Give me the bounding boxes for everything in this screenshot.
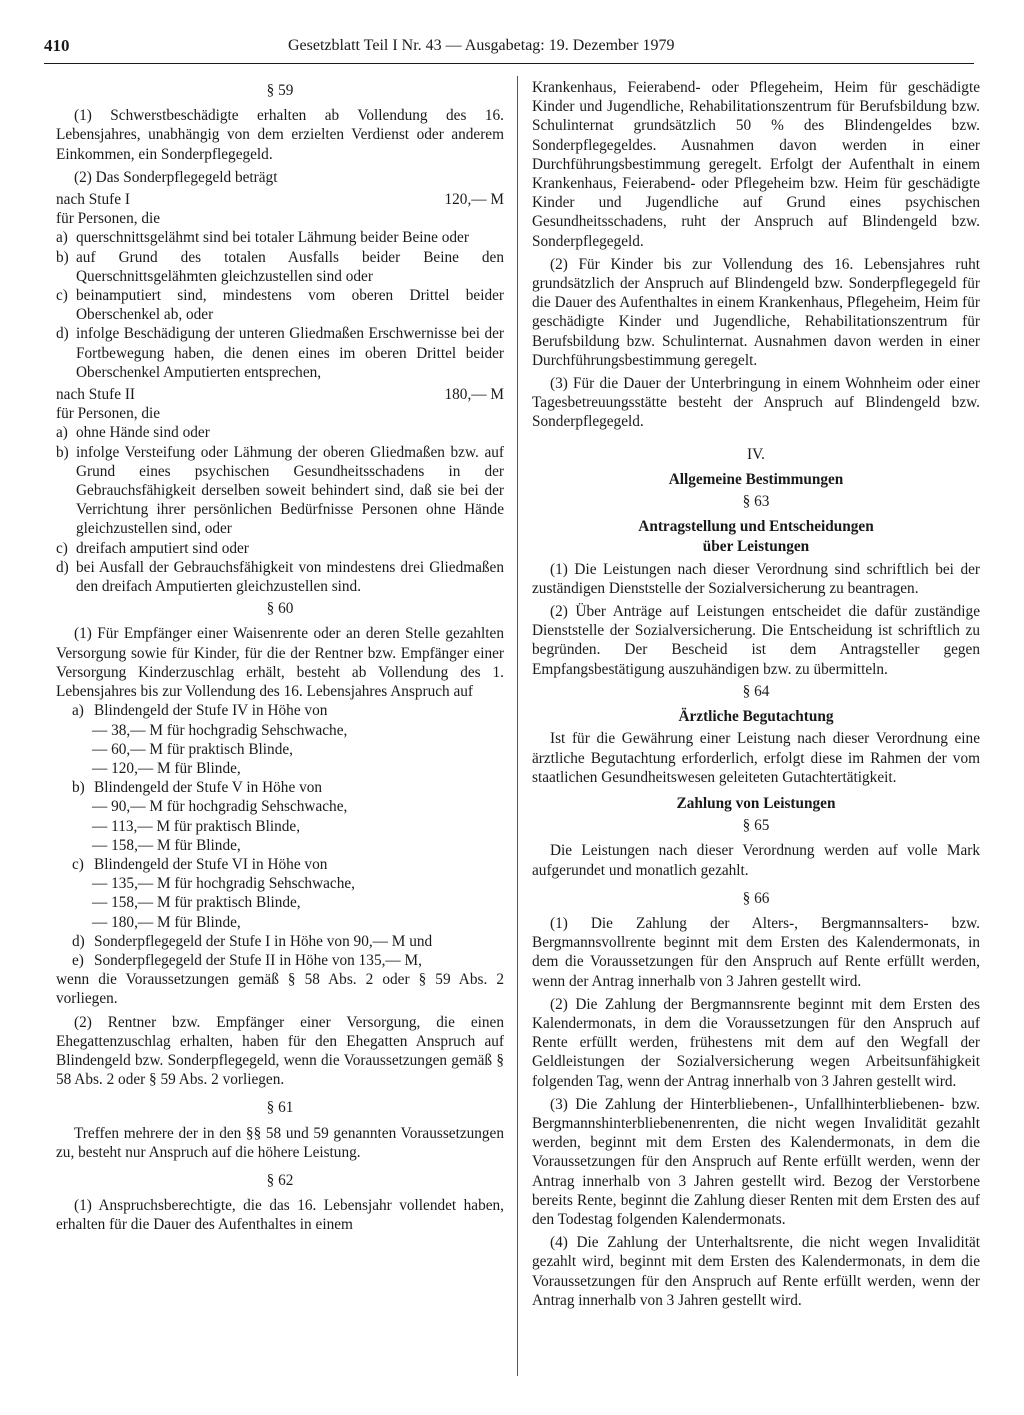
s66-paragraph-3: (3) Die Zahlung der Hinterbliebenen-, Unfallhinterbliebenen- bzw. Bergmannshinterbliebenenrenten, die nicht wegen Invalidität gezahlt werden, beginnt mit dem Ersten des Kalendermonats, in dem die Voraussetzungen für den Anspruch auf Rente erfüllt werden, wenn der Antrag innerhalb von 3 Jahren gestellt wird. Bezog der Verstorbene bereits Rente, beginnt die Zahlung dieser Renten mit dem Ersten des auf den Todestag folgenden Kalendermonats. xyxy=(532,1095,980,1228)
page-number: 410 xyxy=(44,36,70,55)
item-letter: c) xyxy=(56,539,68,557)
item-letter: d) xyxy=(72,932,85,950)
s62-paragraph-3: (3) Für die Dauer der Unterbringung in einem Wohnheim oder einer Tagesbetreuungsstätte besteht der Anspruch auf Blindengeld bzw. Sonderpflegegeld. xyxy=(532,375,980,431)
dash-line: — 158,— M für praktisch Blinde, xyxy=(92,894,301,912)
stufe-2-line xyxy=(56,385,504,404)
s63-paragraph-2: (2) Über Anträge auf Leistungen entscheidet die dafür zuständige Dienststelle der Sozialversicherung. Die Entscheidung ist schriftlich zu begründen. Der Bescheid ist dem Antragsteller gegen Empfangsbestätigung auszuhändigen bzw. zu übermitteln. xyxy=(532,603,980,678)
page-header xyxy=(0,36,1024,60)
item-text: auf Grund des totalen Ausfalls beider Beine den Querschnittsgelähmten gleichzustellen sind oder xyxy=(76,248,504,285)
item-letter: b) xyxy=(72,779,85,797)
stufe-2-label: nach Stufe II xyxy=(56,386,136,404)
item-letter: c) xyxy=(56,287,68,305)
item-text: Blindengeld der Stufe V in Höhe von xyxy=(94,779,323,797)
s64-paragraph-1: Ist für die Gewährung einer Leistung nach dieser Verordnung eine ärztliche Begutachtung erforderlich, erfolgt diese im Rahmen der vom staatlichen Gesundheitswesen geleiteten Gutachtertätigkeit. xyxy=(532,730,980,786)
right-column xyxy=(532,78,980,1310)
s66-paragraph-1: (1) Die Zahlung der Alters-, Bergmannsalters- bzw. Bergmannsvollrente beginnt mit dem Ersten des Kalendermonats, in dem die Voraussetzungen für den Anspruch auf Rente erfüllt werden, wenn der Antrag innerhalb von 3 Jahren gestellt wird. xyxy=(532,914,980,990)
item-letter: c) xyxy=(72,855,84,873)
stufe-1-amount: 120,— M xyxy=(444,191,504,209)
item-letter: a) xyxy=(72,702,84,720)
section-61-heading: § 61 xyxy=(266,1099,294,1117)
section-60-heading: § 60 xyxy=(266,600,294,618)
dash-line: — 38,— M für hochgradig Sehschwache, xyxy=(92,721,348,739)
list-item xyxy=(56,248,504,286)
dash-line: — 90,— M für hochgradig Sehschwache, xyxy=(92,798,348,816)
dash-line: — 113,— M für praktisch Blinde, xyxy=(92,817,301,835)
item-text: Blindengeld der Stufe IV in Höhe von xyxy=(94,702,328,720)
persons-1-label: für Personen, die xyxy=(56,210,161,228)
section-59-heading: § 59 xyxy=(266,82,294,99)
list-item xyxy=(56,286,504,324)
dash-line: — 180,— M für Blinde, xyxy=(92,913,241,931)
item-text: beinamputiert sind, mindestens vom oberen Drittel beider Oberschenkel ab, oder xyxy=(76,287,504,324)
list-item xyxy=(56,228,504,247)
header-rule xyxy=(44,63,974,64)
persons-2-label: für Personen, die xyxy=(56,405,161,423)
item-letter: b) xyxy=(56,248,69,266)
section-65-heading: § 65 xyxy=(742,817,770,835)
s62-continuation: Krankenhaus, Feierabend- oder Pflegeheim, Heim für geschädigte Kinder und Jugendliche, Rehabilitationszentrum für Berufsbildung bzw. Schulinternat grundsätzlich 50 % des Blindengeldes bzw. Sonderpflegegeldes. Ausnahmen davon werden in einer Durchführungsbestimmung geregelt. Erfolgt der Aufenthalt in einem Krankenhaus, Feierabend- oder Pflegeheim bzw. Heim für geschädigte Kinder und Jugendliche auf Grund eines psychischen Gesundheitsschadens, ruht der Anspruch auf Blindengeld bzw. Sonderpflegegeld. xyxy=(532,79,980,250)
list-item xyxy=(56,443,504,539)
stufe-2-amount: 180,— M xyxy=(444,386,504,404)
stufe-2-list xyxy=(56,423,504,596)
s66-paragraph-4: (4) Die Zahlung der Unterhaltsrente, die nicht wegen Invalidität gezahlt wird, beginnt mit dem Ersten des Kalendermonats, in dem die Voraussetzungen für den Anspruch auf Rente erfüllt werden, wenn der Antrag innerhalb von 3 Jahren gestellt wird. xyxy=(532,1234,980,1309)
s65-paragraph-1: Die Leistungen nach dieser Verordnung werden auf volle Mark aufgerundet und monatlich gezahlt. xyxy=(532,842,980,879)
item-text: bei Ausfall der Gebrauchsfähigkeit von mindestens drei Gliedmaßen den dreifach Amputierten gleichzustellen sind. xyxy=(76,558,504,596)
s64-title: Ärztliche Begutachtung xyxy=(678,708,834,726)
s59-paragraph-2: (2) Das Sonderpflegegeld beträgt xyxy=(74,168,278,186)
list-item xyxy=(56,539,504,558)
section-63-heading: § 63 xyxy=(742,493,770,511)
item-text: infolge Beschädigung der unteren Gliedmaßen Erschwernisse bei der Fortbewegung haben, die denen eines im oberen Drittel beider Oberschenkel Amputierten entsprechen, xyxy=(76,325,504,381)
s60-paragraph-1: (1) Für Empfänger einer Waisenrente oder an deren Stelle gezahlten Versorgung sowie für Kinder, für die der Rentner bzw. Empfänger einer Versorgung Kinderzuschlag erhält, besteht ab Vollendung des 1. Lebensjahres bis zur Vollendung des 16. Lebensjahres Anspruch auf xyxy=(56,625,504,701)
s61-paragraph-1: Treffen mehrere der in den §§ 58 und 59 genannten Voraussetzungen zu, besteht nur Anspruch auf die höhere Leistung. xyxy=(56,1124,504,1161)
section-62-heading: § 62 xyxy=(266,1171,294,1189)
dash-line: — 135,— M für hochgradig Sehschwache, xyxy=(92,875,355,893)
part-number: IV. xyxy=(747,445,765,463)
item-text: querschnittsgelähmt sind bei totaler Lähmung beider Beine oder xyxy=(76,229,469,247)
s66-paragraph-2: (2) Die Zahlung der Bergmannsrente beginnt mit dem Ersten des Kalendermonats, in dem die Voraussetzungen für den Anspruch auf Rente erfüllt werden, frühestens mit dem auf den Wegfall der Geldleistungen der Sozialversicherung wegen Arbeitsunfähigkeit folgenden Tag, wenn der Antrag innerhalb von 3 Jahren gestellt wird. xyxy=(532,995,980,1090)
list-item xyxy=(56,855,504,874)
section-66-heading: § 66 xyxy=(742,889,770,907)
s59-paragraph-1: (1) Schwerstbeschädigte erhalten ab Vollendung des 16. Lebensjahres, unabhängig von dem erzielten Verdienst oder anderem Einkommen, ein Sonderpflegegeld. xyxy=(56,107,504,163)
stufe-1-label: nach Stufe I xyxy=(56,191,130,209)
s63-title-line-2: über Leistungen xyxy=(702,538,810,556)
list-item xyxy=(56,951,504,970)
list-item xyxy=(56,701,504,720)
item-letter: d) xyxy=(56,558,69,576)
s63-title-line-1: Antragstellung und Entscheidungen xyxy=(638,518,874,536)
item-letter: e) xyxy=(72,951,84,969)
item-text: dreifach amputiert sind oder xyxy=(76,539,249,557)
s63-paragraph-1: (1) Die Leistungen nach dieser Verordnung sind schriftlich bei der zuständigen Dienststelle der Sozialversicherung zu beantragen. xyxy=(532,560,980,597)
list-item xyxy=(56,324,504,382)
section-64-heading: § 64 xyxy=(742,682,770,700)
item-text: infolge Versteifung oder Lähmung der oberen Gliedmaßen bzw. auf Grund eines psychischen Gesundheitsschadens in der Gebrauchsfähigkeit derselben soweit behindert sind, daß sie bei der Verrichtung ihrer persönlichen Bedürfnisse Personen ohne Hände gleichzustellen sind, oder xyxy=(76,443,504,538)
item-text: ohne Hände sind oder xyxy=(76,424,210,442)
zahlung-title: Zahlung von Leistungen xyxy=(676,794,836,812)
dash-line: — 158,— M für Blinde, xyxy=(92,836,241,854)
dash-line: — 60,— M für praktisch Blinde, xyxy=(92,740,293,758)
s60-list xyxy=(56,701,504,970)
s62-paragraph-2: (2) Für Kinder bis zur Vollendung des 16. Lebensjahres ruht grundsätzlich der Anspruch auf Blindengeld bzw. Sonderpflegegeld für die Dauer des Aufenthaltes in einem Krankenhaus, Pflegeheim, Heim für geschädigte Kinder und Jugendliche, Rehabilitationszentrum für Berufsbildung bzw. Schulinternat. Ausnahmen davon werden in einer Durchführungsbestimmung geregelt. xyxy=(532,255,980,369)
s60-continuation: wenn die Voraussetzungen gemäß § 58 Abs. 2 oder § 59 Abs. 2 vorliegen. xyxy=(56,971,504,1008)
list-item xyxy=(56,423,504,442)
item-text: Blindengeld der Stufe VI in Höhe von xyxy=(94,855,328,873)
list-item xyxy=(56,778,504,797)
item-letter: a) xyxy=(56,424,68,442)
item-text: Sonderpflegegeld der Stufe II in Höhe von 135,— M, xyxy=(94,951,422,969)
s62-paragraph-1: (1) Anspruchsberechtigte, die das 16. Lebensjahr vollendet haben, erhalten für die Dauer des Aufenthaltes in einem xyxy=(56,1197,504,1234)
list-item xyxy=(56,558,504,596)
item-letter: b) xyxy=(56,443,69,461)
part-title: Allgemeine Bestimmungen xyxy=(668,470,844,488)
running-title: Gesetzblatt Teil I Nr. 43 — Ausgabetag: 19. Dezember 1979 xyxy=(288,37,675,54)
item-text: Sonderpflegegeld der Stufe I in Höhe von 90,— M und xyxy=(94,932,433,950)
column-divider xyxy=(517,76,518,1376)
s60-paragraph-2: (2) Rentner bzw. Empfänger einer Versorgung, die einen Ehegattenzuschlag erhalten, haben für den Ehegatten Anspruch auf Blindengeld bzw. Sonderpflegegeld, wenn die Voraussetzungen gemäß § 58 Abs. 2 oder § 59 Abs. 2 vorliegen. xyxy=(56,1013,504,1089)
stufe-1-list xyxy=(56,228,504,382)
item-letter: d) xyxy=(56,325,69,343)
list-item xyxy=(56,932,504,951)
stufe-1-line xyxy=(56,190,504,209)
dash-line: — 120,— M für Blinde, xyxy=(92,759,241,777)
item-letter: a) xyxy=(56,229,68,247)
left-column xyxy=(56,78,504,1235)
